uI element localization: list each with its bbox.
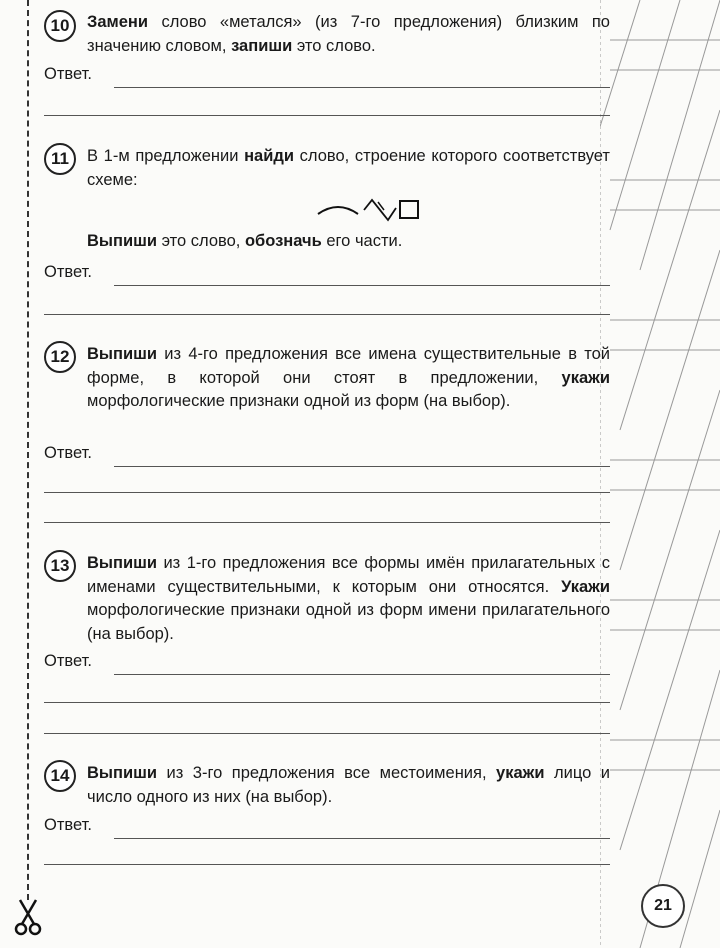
answer-label: Ответ. xyxy=(44,65,92,83)
question-number: 10 xyxy=(44,10,76,42)
answer-line xyxy=(114,285,610,286)
answer-label: Ответ. xyxy=(44,263,92,281)
page-number: 21 xyxy=(641,884,685,928)
answer-line[interactable] xyxy=(44,314,610,315)
question-text: В 1-м предложении найди слово, строение которого соответствует схеме: xyxy=(87,147,610,189)
answer-row[interactable] xyxy=(44,263,610,287)
word-structure-scheme xyxy=(316,198,426,222)
margin-ruling xyxy=(600,0,720,948)
question-number: 14 xyxy=(44,760,76,792)
answer-row[interactable] xyxy=(44,65,610,89)
answer-line xyxy=(114,674,610,675)
question-number: 13 xyxy=(44,550,76,582)
answer-line[interactable] xyxy=(44,115,610,116)
answer-line[interactable] xyxy=(44,522,610,523)
question-text: Выпиши из 4-го предложения все имена существительные в той форме, в которой они стоят в предложении, укажи морфологические признаки одной из форм (на выбор). xyxy=(87,345,610,410)
question-text: Выпиши из 1-го предложения все формы имён прилагательных с именами существительными, к которым они относятся. Укажи морфологические признаки одной из форм имени прилагательного (на выбор). xyxy=(87,554,610,643)
cut-line xyxy=(27,0,29,900)
answer-line[interactable] xyxy=(44,492,610,493)
question-number: 11 xyxy=(44,143,76,175)
scissors-icon xyxy=(12,898,44,938)
question-text-2: Выпиши это слово, обозначь его части. xyxy=(87,232,403,250)
answer-line xyxy=(114,87,610,88)
answer-label: Ответ. xyxy=(44,444,92,462)
answer-row[interactable] xyxy=(44,816,610,840)
answer-label: Ответ. xyxy=(44,816,92,834)
question-text: Выпиши из 3-го предложения все местоимения, укажи лицо и число одного из них (на выбор). xyxy=(87,764,610,806)
question-number: 12 xyxy=(44,341,76,373)
answer-line xyxy=(114,466,610,467)
answer-line[interactable] xyxy=(44,864,610,865)
answer-line[interactable] xyxy=(44,733,610,734)
answer-line[interactable] xyxy=(44,702,610,703)
answer-row[interactable] xyxy=(44,652,610,676)
answer-line xyxy=(114,838,610,839)
answer-label: Ответ. xyxy=(44,652,92,670)
answer-row[interactable] xyxy=(44,444,610,468)
question-text: Замени слово «метался» (из 7-го предложения) близким по значению словом, запиши это слово. xyxy=(87,13,610,55)
